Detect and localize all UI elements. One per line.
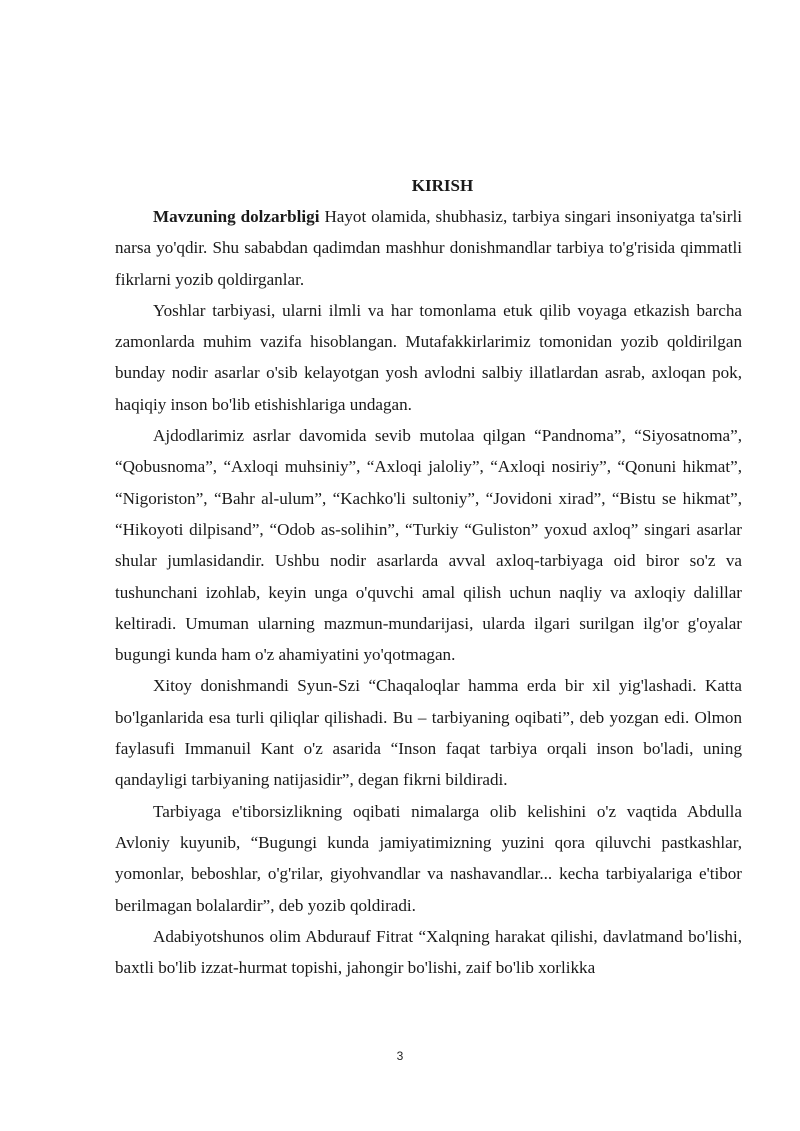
paragraph-text: Tarbiyaga e'tiborsizlikning oqibati nimalarga olib kelishini o'z vaqtida Abdulla Avloniy kuyunib, “Bugungi kunda jamiyatimizning yuzini qora qiluvchi pastkashlar, yomonlar, beboshlar, o'g'rilar, giyohvandlar va nashavandlar... kecha tarbiyalariga e'tibor berilmagan bolalardir”, deb yozib qoldiradi. xyxy=(115,801,742,915)
paragraph-6 xyxy=(115,921,742,984)
paragraph-text: Xitoy donishmandi Syun-Szi “Chaqaloqlar hamma erda bir xil yig'lashadi. Katta bo'lganlarida esa turli qiliqlar qilishadi. Bu – tarbiyaning oqibati”, deb yozgan edi. Olmon faylasufi Immanuil Kant o'z asarida “Inson faqat tarbiya orqali inson bo'ladi, uning qandayligi tarbiyaning natijasidir”, degan fikrni bildiradi. xyxy=(115,676,742,790)
paragraph-2 xyxy=(115,295,742,420)
paragraph-3 xyxy=(115,420,742,670)
paragraph-text: Ajdodlarimiz asrlar davomida sevib mutolaa qilgan “Pandnoma”, “Siyosatnoma”, “Qobusnoma”, “Axloqi muhsiniy”, “Axloqi jaloliy”, “Axloqi nosiriy”, “Qonuni hikmat”, “Nigoriston”, “Bahr al-ulum”, “Kachko'li sultoniy”, “Jovidoni xirad”, “Bistu se hikmat”, “Hikoyoti dilpisand”, “Odob as-solihin”, “Turkiy “Guliston” yoxud axloq” singari asarlar shular jumlasidandir. Ushbu nodir asarlarda avval axloq-tarbiyaga oid biror so'z va tushunchani izohlab, keyin unga o'quvchi amal qilish uchun naqliy va axloqiy dalillar keltiradi. Umuman ularning mazmun-mundarijasi, ularda ilgari surilgan ilg'or g'oyalar bugungi kunda ham o'z ahamiyatini yo'qotmagan. xyxy=(115,426,742,665)
paragraph-5 xyxy=(115,796,742,921)
paragraph-text: Yoshlar tarbiyasi, ularni ilmli va har tomonlama etuk qilib voyaga etkazish barcha zamonlarda muhim vazifa hisoblangan. Mutafakkirlarimiz tomonidan yozib qoldirilgan bunday nodir asarlar o'sib kelayotgan yosh avlodni salbiy illatlardan asrab, axloqan pok, haqiqiy inson bo'lib etishishlariga undagan. xyxy=(115,300,742,414)
paragraph-lead: Mavzuning dolzarbligi xyxy=(153,207,320,226)
paragraph-4 xyxy=(115,670,742,795)
paragraph-1 xyxy=(115,201,742,295)
paragraph-text: Hayot olamida, shubhasiz, tarbiya singari insoniyatga ta'sirli narsa yo'qdir. Shu sababdan qadimdan mashhur donishmandlar tarbiya to'g'risida qimmatli fikrlarni yozib qoldirganlar. xyxy=(115,207,742,289)
paragraph-text: Adabiyotshunos olim Abdurauf Fitrat “Xalqning harakat qilishi, davlatmand bo'lishi, baxtli bo'lib izzat-hurmat topishi, jahongir bo'lishi, zaif bo'lib xorlikka xyxy=(115,926,742,978)
page-body xyxy=(115,170,742,983)
page-number: 3 xyxy=(396,1049,404,1063)
section-title: KIRISH xyxy=(411,176,474,195)
